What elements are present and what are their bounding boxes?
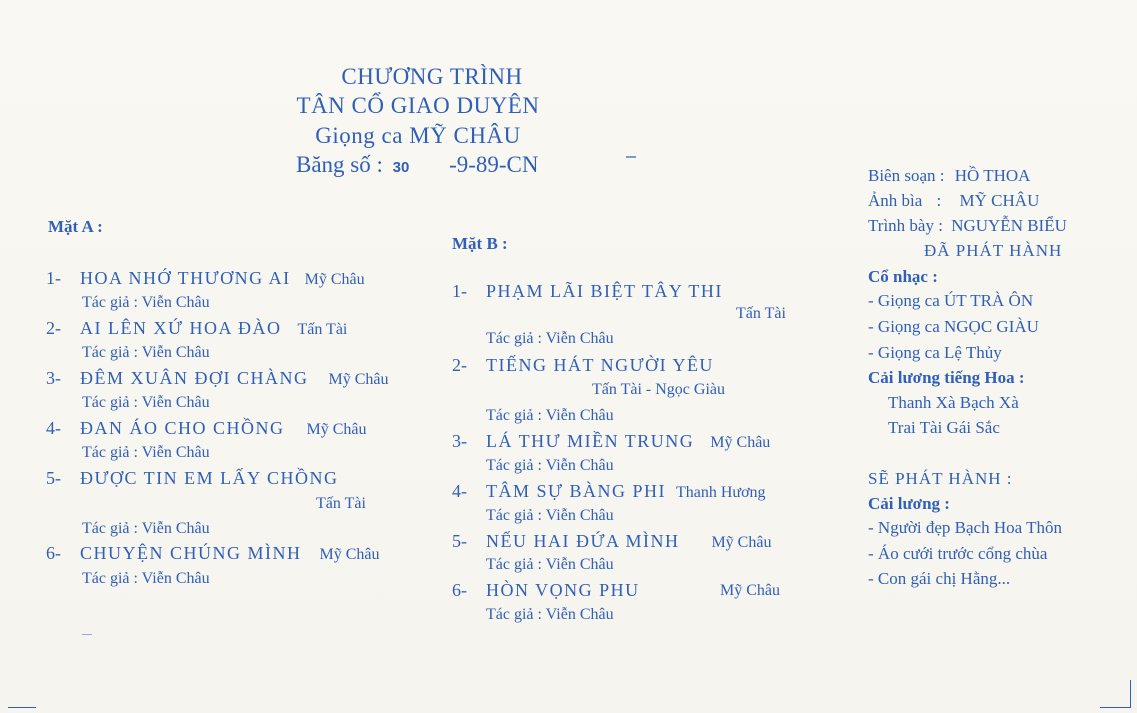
cover-photo-sep: : [936,191,942,210]
cover-photo-line [868,191,1039,211]
song-number: 5- [46,468,61,488]
cover-photo-label: Ảnh bìa [868,191,923,210]
tape-label: Băng số : [296,152,383,177]
song-number: 3- [452,431,467,451]
side-a-song-1 [46,268,365,289]
side-b-song-2 [452,355,714,376]
song-author: Tác giả : Viễn Châu [486,457,614,474]
singer-line: Giọng ca MỸ CHÂU [315,123,521,148]
design-line [868,216,1067,236]
song-title: ĐAN ÁO CHO CHỒNG [80,418,285,438]
song-performer: Mỹ Châu [711,534,772,551]
ink-speck [82,634,92,635]
side-a-song-5 [46,468,338,489]
cover-photo-value: MỸ CHÂU [959,191,1040,210]
song-performer: Tấn Tài [316,495,366,512]
song-performer: Mỹ Châu [710,434,771,451]
song-number: 4- [452,481,467,501]
program-heading: CHƯƠNG TRÌNH [341,64,523,89]
co-nhac-heading: Cổ nhạc : [868,267,938,286]
song-title: PHẠM LÃI BIỆT TÂY THI [486,281,723,301]
program-title: TÂN CỔ GIAO DUYÊN [296,93,540,118]
song-performer: Thanh Hương [675,484,766,501]
ink-speck [626,156,636,158]
tape-number: 30 [392,159,410,176]
song-performer: Mỹ Châu [304,271,365,288]
song-performer: Mỹ Châu [306,421,367,438]
compiler-line [868,166,1030,186]
song-title: HOA NHỚ THƯƠNG AI [80,268,291,288]
song-title: ĐƯỢC TIN EM LẤY CHỒNG [80,468,339,488]
song-author: Tác giả : Viễn Châu [82,570,210,587]
side-b-song-4 [452,481,766,502]
cai-luong-heading: Cải lương : [868,494,950,513]
song-title: TÂM SỰ BÀNG PHI [486,481,666,501]
song-author: Tác giả : Viễn Châu [82,444,210,461]
side-a-song-2 [46,318,347,339]
song-author: Tác giả : Viễn Châu [486,407,614,424]
song-author: Tác giả : Viễn Châu [486,507,614,524]
side-a-song-3 [46,368,389,389]
side-b-heading: Mặt B : [452,234,508,253]
side-b-song-6 [452,580,640,601]
song-number: 2- [46,318,61,338]
song-author: Tác giả : Viễn Châu [82,294,210,311]
cai-luong-item: - Áo cưới trước cổng chùa [868,544,1048,563]
song-author: Tác giả : Viễn Châu [486,556,614,573]
song-author: Tác giả : Viễn Châu [486,606,614,623]
song-title: ĐÊM XUÂN ĐỢI CHÀNG [80,368,309,388]
song-performer: Mỹ Châu [720,582,780,599]
song-title: HÒN VỌNG PHU [486,580,640,600]
compiler-label: Biên soạn : [868,166,945,185]
design-label: Trình bày : [868,216,943,235]
cai-luong-hoa-item: Trai Tài Gái Sắc [888,418,1000,437]
side-a-song-4 [46,418,367,439]
song-number: 1- [46,268,61,288]
design-value: NGUYỄN BIỂU [951,216,1067,235]
released-heading: ĐÃ PHÁT HÀNH [924,241,1063,260]
co-nhac-item: - Giọng ca Lệ Thủy [868,343,1002,362]
song-title: LÁ THƯ MIỀN TRUNG [486,431,695,451]
co-nhac-item: - Giọng ca NGỌC GIÀU [868,317,1039,336]
side-b-song-5 [452,531,771,552]
side-a-heading: Mặt A : [48,217,103,236]
cai-luong-hoa-item: Thanh Xà Bạch Xà [888,393,1019,412]
song-performer: Mỹ Châu [328,371,389,388]
side-b-song-3 [452,431,770,452]
tape-code: -9-89-CN [449,152,539,177]
upcoming-heading: SẼ PHÁT HÀNH : [868,469,1013,488]
crop-mark-right-vertical [1130,680,1131,708]
song-number: 6- [46,543,61,563]
co-nhac-item: - Giọng ca ÚT TRÀ ÔN [868,291,1034,310]
song-number: 2- [452,355,467,375]
song-number: 6- [452,580,467,600]
song-author: Tác giả : Viễn Châu [82,520,210,537]
song-number: 5- [452,531,467,551]
song-title: NẾU HAI ĐỨA MÌNH [486,531,680,551]
song-title: CHUYỆN CHÚNG MÌNH [80,543,302,563]
cai-luong-item: - Con gái chị Hằng... [868,569,1011,588]
crop-mark-bottom-left [8,707,36,708]
song-performer: Tấn Tài [736,305,786,322]
song-number: 4- [46,418,61,438]
crop-mark-bottom-right [1100,707,1130,708]
song-author: Tác giả : Viễn Châu [486,330,614,347]
song-author: Tác giả : Viễn Châu [82,394,210,411]
song-title: AI LÊN XỨ HOA ĐÀO [80,318,282,338]
song-performer: Tấn Tài - Ngọc Giàu [592,381,725,398]
side-b-song-1 [452,281,723,302]
song-author: Tác giả : Viễn Châu [82,344,210,361]
song-number: 1- [452,281,467,301]
song-number: 3- [46,368,61,388]
side-a-song-6 [46,543,380,564]
cai-luong-hoa-heading: Cải lương tiếng Hoa : [868,368,1025,387]
compiler-value: HỒ THOA [954,166,1031,185]
cai-luong-item: - Người đẹp Bạch Hoa Thôn [868,518,1062,537]
song-performer: Mỹ Châu [319,546,380,563]
song-title: TIẾNG HÁT NGƯỜI YÊU [486,355,714,375]
song-performer: Tấn Tài [297,321,348,338]
tape-number-line [296,152,539,178]
